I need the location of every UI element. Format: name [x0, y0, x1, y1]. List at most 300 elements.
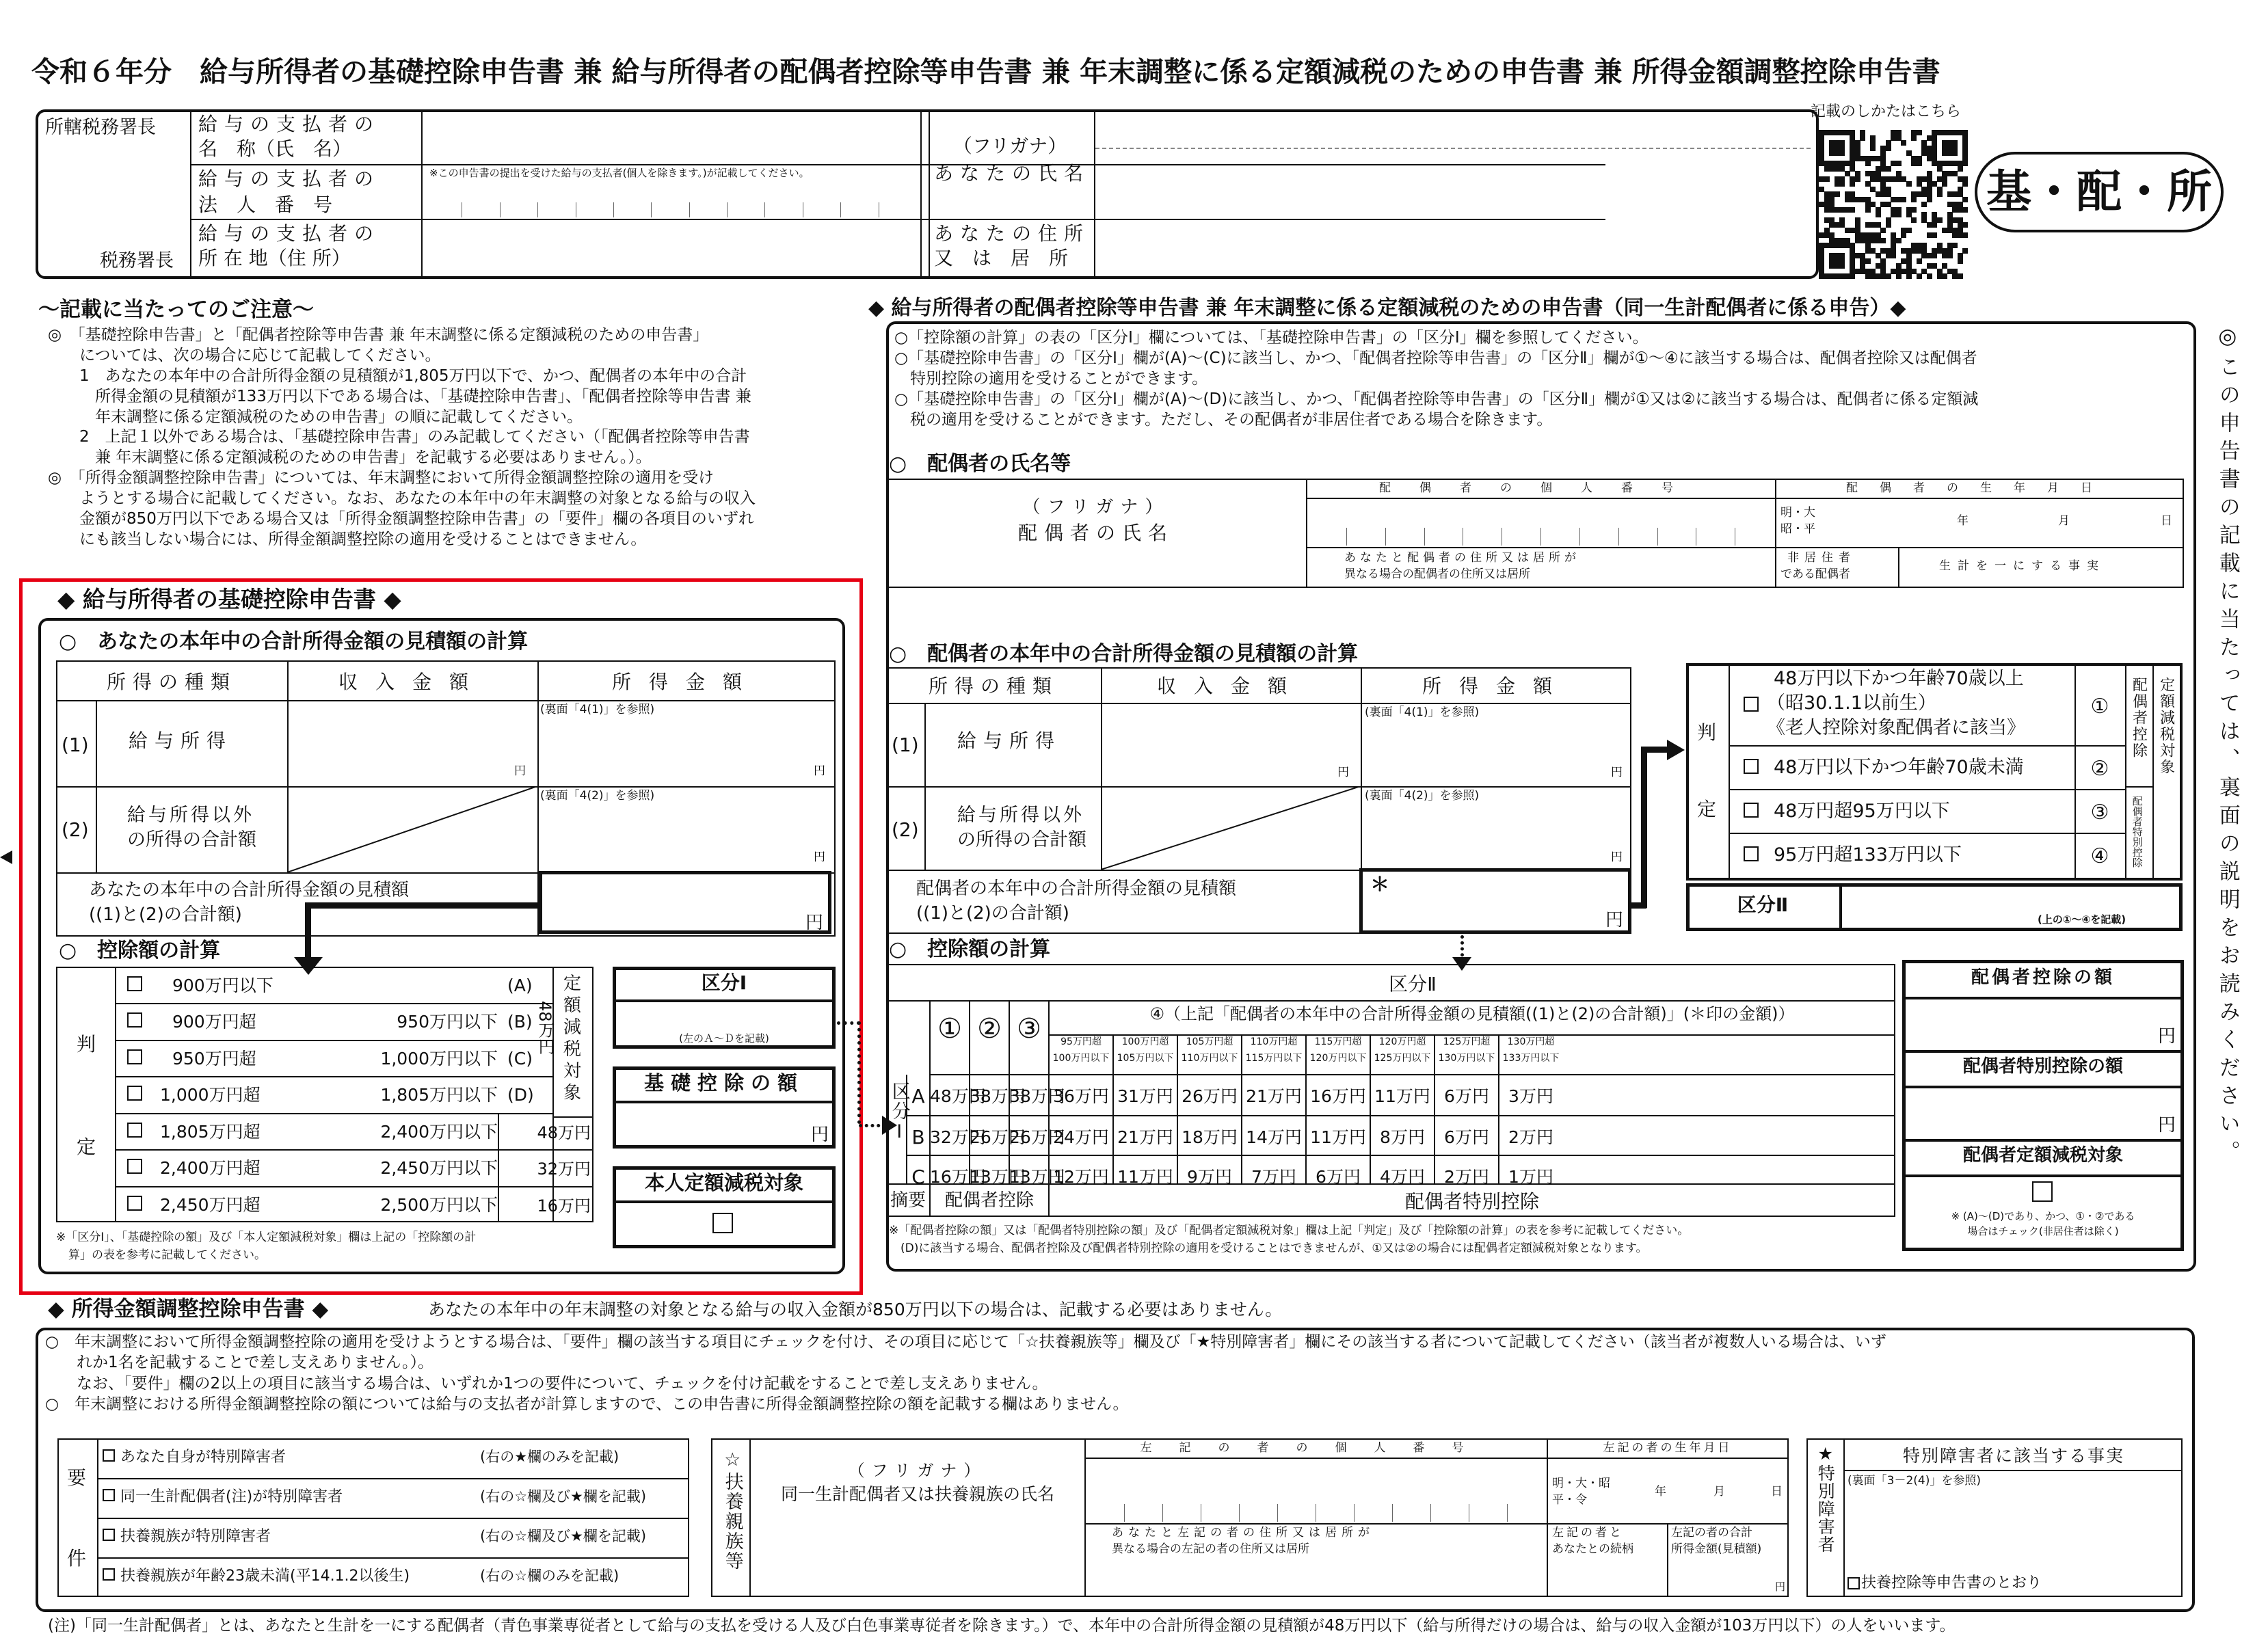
- fuyo-mynumber-field[interactable]: [1086, 1459, 1545, 1522]
- checkbox[interactable]: [1744, 803, 1759, 818]
- qr-module: [1901, 232, 1906, 238]
- haigusha-deduction-heading: ○ 控除額の計算: [889, 937, 1051, 961]
- deduction-value: 21万円: [1246, 1086, 1302, 1106]
- amount2-label: 配偶者特別控除の額: [1962, 1056, 2123, 1077]
- kiso-amount-label: 基礎控除の額: [643, 1071, 804, 1095]
- chosei-heading-note: あなたの本年中の年末調整の対象となる給与の収入金額が850万円以下の場合は、記載する必要はありません。: [428, 1300, 1283, 1319]
- qr-module: [1880, 238, 1886, 243]
- h-total-field[interactable]: [1359, 868, 1631, 934]
- deduction-value: 11万円: [1374, 1086, 1430, 1106]
- yoken-row[interactable]: [97, 1557, 689, 1597]
- honnin-checkbox[interactable]: [712, 1213, 733, 1233]
- qr-module: [1901, 140, 1906, 146]
- yen-unit: 円: [1605, 910, 1624, 930]
- yen-unit: 円: [1611, 850, 1623, 864]
- payer-name-label-2: 名 称（氏 名）: [198, 137, 352, 160]
- amount3-note-1: ※ (A)～(D)であり、かつ、①・②である: [1951, 1210, 2135, 1222]
- qr-module: [1942, 273, 1947, 279]
- chosei-note-line: れか1名を記載することで差し支えありません。）。: [45, 1354, 434, 1372]
- notes-line: ◎ 「所得金額調整控除申告書」については、年末調整において所得金額調整控除の適用を受け: [48, 469, 715, 487]
- era-label-2: 昭・平: [1780, 522, 1815, 536]
- checkbox[interactable]: [103, 1529, 115, 1541]
- day-label: 日: [2161, 514, 2172, 528]
- kiso-deduction-heading: ○ 控除額の計算: [59, 939, 221, 963]
- qr-module: [1855, 176, 1860, 182]
- kubun2-field[interactable]: [1845, 887, 2178, 911]
- qr-module: [1958, 166, 1963, 172]
- range-code: (C): [507, 1048, 533, 1069]
- range-to: 130万円以下: [1438, 1053, 1495, 1064]
- furigana-label: （フリガナ）: [952, 135, 1067, 157]
- haigusha-note-line: ○「基礎控除申告書」の「区分Ⅰ」欄が(A)～(D)に該当し、かつ、「配偶者控除等申告書」の「区分Ⅱ」欄が①又は②に該当する場合は、配偶者に係る定額減: [894, 390, 1979, 408]
- qr-module: [1927, 197, 1932, 202]
- tokubetsu-check-label: 扶養控除等申告書のとおり: [1861, 1574, 2042, 1592]
- deduction-value: 32万円: [930, 1127, 986, 1147]
- hantei-text: （昭30.1.1以前生）: [1767, 693, 1936, 714]
- kiso-row[interactable]: [115, 967, 552, 1003]
- checkbox[interactable]: [1744, 759, 1759, 774]
- kiso-row2-shotoku[interactable]: [540, 804, 833, 870]
- kiso-row1-shotoku[interactable]: [540, 718, 833, 783]
- col-divider: [498, 1113, 499, 1222]
- range-to: 105万円以下: [1117, 1053, 1174, 1064]
- digit-divider: [613, 202, 614, 217]
- range-code: (A): [507, 976, 533, 995]
- amount1-label: 配偶者控除の額: [1971, 967, 2115, 988]
- qr-module: [1962, 207, 1968, 213]
- qr-module: [1850, 207, 1855, 213]
- chosei-note-line: なお、「要件」欄の2以上の項目に該当する場合は、いずれか1つの要件について、チェックを付け記載をすることで差し支えありません。: [45, 1374, 1048, 1393]
- yoken-item-note: (右の☆欄及び★欄を記載): [480, 1528, 647, 1544]
- deduction-value: 13万円: [1009, 1167, 1065, 1187]
- qr-module: [1824, 176, 1830, 182]
- range-from: 110万円超: [1250, 1036, 1298, 1047]
- deduction-value: 14万円: [1246, 1127, 1302, 1147]
- kiso-row[interactable]: [115, 1076, 552, 1112]
- notes-line: については、次の場合に応じて記載してください。: [48, 346, 441, 364]
- col-num: ①: [937, 1013, 962, 1045]
- qr-module: [1876, 212, 1881, 217]
- h-col-shotoku: 所得金額: [1422, 675, 1570, 697]
- kiso-total-field[interactable]: [539, 871, 831, 934]
- kiso-row1-income[interactable]: [290, 703, 535, 783]
- digit-divider: [1579, 528, 1580, 546]
- payer-number-label-1: 給与の支払者の: [198, 167, 381, 190]
- h-row2-label-2: の所得の合計額: [957, 829, 1086, 850]
- tokubetsu-ref: (裏面「3－2(4)」を参照): [1847, 1474, 1981, 1488]
- hantei-text: 95万円超133万円以下: [1774, 844, 1962, 865]
- qr-module: [1911, 135, 1917, 141]
- tei-label: 定: [77, 1136, 96, 1158]
- range-to: 100万円以下: [1052, 1053, 1110, 1064]
- qr-module: [1942, 181, 1947, 187]
- qr-module: [1962, 181, 1968, 187]
- income-label-1: 左記の者の合計: [1671, 1526, 1752, 1540]
- digit-divider: [727, 202, 728, 217]
- qr-module: [1958, 258, 1963, 264]
- range-from: 95万円超: [1060, 1036, 1102, 1047]
- qr-module: [1962, 232, 1968, 238]
- qr-module: [1850, 181, 1855, 187]
- deduction-value: 24万円: [1053, 1127, 1109, 1147]
- qr-module: [1896, 212, 1902, 217]
- digit-divider: [1507, 1504, 1508, 1522]
- kiso-footnote-1: ※「区分Ⅰ」、「基礎控除の額」及び「本人定額減税対象」欄は上記の「控除額の計: [56, 1231, 477, 1244]
- han-label: 判: [77, 1033, 96, 1056]
- qr-module: [1865, 161, 1871, 166]
- range-to: 2,500万円以下: [380, 1194, 498, 1215]
- deduction-value: 26万円: [1182, 1086, 1238, 1106]
- range-to: 1,805万円以下: [380, 1085, 498, 1105]
- hantei-no: ④: [2090, 844, 2109, 868]
- deduction-value: 16万円: [1310, 1086, 1366, 1106]
- qr-module: [1917, 258, 1922, 264]
- qr-module: [1962, 197, 1968, 202]
- qr-module: [1932, 222, 1937, 228]
- kubun1-label: 区分Ⅰ: [701, 971, 747, 994]
- range-to: 125万円以下: [1374, 1053, 1431, 1064]
- checkbox[interactable]: [127, 1123, 142, 1138]
- deduction-value: 18万円: [1182, 1127, 1238, 1147]
- qr-code-icon[interactable]: [1819, 130, 1968, 279]
- kiso-row[interactable]: [115, 1186, 591, 1222]
- digit-divider: [1239, 1504, 1240, 1522]
- kubun1-field[interactable]: [618, 1004, 830, 1034]
- relation-label-1: 左記の者と: [1552, 1526, 1624, 1540]
- tokubetsu-vlabel-2: ★特別障害者: [1815, 1444, 1836, 1553]
- h-col-income: 収入金額: [1156, 675, 1305, 697]
- fuyo-address-label-2: 異なる場合の左記の者の住所又は居所: [1112, 1542, 1309, 1556]
- checkbox[interactable]: [1744, 697, 1759, 712]
- chosei-notes: [45, 1332, 2192, 1414]
- range-to: 120万円以下: [1309, 1053, 1367, 1064]
- tokubetsu-vlabel: 配偶者特別控除: [2131, 796, 2144, 868]
- kiso-col-income: 収入金額: [338, 671, 486, 693]
- hantei-text: 48万円超95万円以下: [1774, 801, 1950, 822]
- deduction-value: 1万円: [1508, 1167, 1553, 1187]
- checkbox[interactable]: [103, 1568, 115, 1581]
- kiso-total-label-2: ((1)と(2)の合計額): [89, 904, 242, 925]
- yoken-row[interactable]: [97, 1518, 689, 1557]
- range-to: 133万円以下: [1502, 1053, 1560, 1064]
- era-label-2: 平・令: [1552, 1493, 1587, 1507]
- yoken-label-2: 件: [67, 1547, 87, 1570]
- haigusha-address-label-1: あなたと配偶者の住所又は居所が: [1344, 551, 1580, 565]
- checkbox[interactable]: [127, 1049, 142, 1064]
- qr-module: [1911, 217, 1917, 223]
- kiso-amount-field[interactable]: [618, 1105, 830, 1144]
- amount1-field[interactable]: [1908, 1001, 2178, 1046]
- hantei-row[interactable]: [1729, 664, 2125, 745]
- range-from: 950万円超: [172, 1048, 256, 1069]
- tokubetsu-fact: 特別障害者に該当する事実: [1902, 1446, 2124, 1466]
- amount2-field[interactable]: [1908, 1090, 2178, 1135]
- qr-module: [1896, 273, 1902, 279]
- qr-module: [1865, 207, 1871, 213]
- kiso-row2-label-1: 給与所得以外: [127, 805, 254, 826]
- notes-heading: ～記載に当たってのご注意～: [38, 297, 314, 322]
- checkbox[interactable]: [1744, 846, 1759, 861]
- range-from: 120万円超: [1378, 1036, 1426, 1047]
- amount3-note-2: 場合はチェック(非居住者は除く): [1967, 1225, 2119, 1237]
- payer-number-label-2: 法 人 番 号: [198, 193, 333, 216]
- haigusha-mynumber-label: 配偶者の個人番号: [1379, 481, 1702, 495]
- month-label: 月: [1713, 1485, 1725, 1499]
- nonres-label-2: である配偶者: [1780, 567, 1850, 581]
- haigusha-name-heading: ○ 配偶者の氏名等: [889, 452, 1071, 476]
- qr-module: [1865, 258, 1871, 264]
- hantei-text: 48万円以下かつ年齢70歳未満: [1774, 757, 2024, 778]
- kubun1-note: (左のＡ～Ｄを記載): [679, 1032, 769, 1045]
- payer-number-field[interactable]: [424, 186, 916, 217]
- deduction-value: 38万円: [1009, 1086, 1065, 1106]
- office-suffix: 税務署長: [100, 250, 174, 271]
- range-code: (D): [507, 1085, 534, 1105]
- kihai-badge: [1975, 152, 2224, 232]
- yen-unit: 円: [2158, 1115, 2176, 1136]
- yen-unit: 円: [514, 764, 526, 778]
- yen-unit: 円: [805, 913, 824, 933]
- digit-divider: [1657, 528, 1658, 546]
- qr-module: [1921, 202, 1927, 207]
- chosei-note-line: ○ 年末調整において所得金額調整控除の適用を受けようとする場合は、「要件」欄の該当する項目にチェックを付け、その項目に応じて「☆扶養親族等」欄及び「★特別障害者」欄にその該当する者について記載してください（該当者が複数人いる場合は、いず: [45, 1333, 1886, 1351]
- h-row1-income[interactable]: [1104, 706, 1358, 783]
- hantei-text: 48万円以下かつ年齢70歳以上: [1774, 668, 2024, 689]
- haigusha-footnote-1: ※「配偶者控除の額」又は「配偶者特別控除の額」及び「配偶者定額減税対象」欄は上記「判定」及び「控除額の計算」の表を参考に記載してください。: [889, 1224, 1690, 1237]
- digit-divider: [651, 202, 652, 217]
- qr-module: [1901, 197, 1906, 202]
- qr-module: [1880, 228, 1886, 233]
- qr-module: [1906, 228, 1912, 233]
- payer-address-field[interactable]: [424, 221, 916, 276]
- qr-module: [1870, 146, 1876, 151]
- deduction-value: 48万円: [930, 1086, 986, 1106]
- h-col-type: 所得の種類: [928, 675, 1058, 697]
- kiso-row1-label: 給与所得: [129, 729, 233, 752]
- checkbox[interactable]: [127, 1086, 142, 1101]
- checkbox[interactable]: [127, 976, 142, 991]
- qr-module: [1839, 150, 1845, 156]
- deduction-value: 2万円: [1444, 1167, 1489, 1187]
- range-from: 900万円超: [172, 1012, 256, 1032]
- qr-module: [1891, 253, 1896, 258]
- qr-module: [1932, 232, 1937, 238]
- checkbox[interactable]: [1847, 1577, 1860, 1589]
- range-from: 130万円超: [1507, 1036, 1555, 1047]
- office-label: 所轄税務署長: [45, 117, 156, 138]
- digit-divider: [1424, 528, 1425, 546]
- hantei-row[interactable]: [1729, 789, 2125, 833]
- kubun2-note: (上の①～④を記載): [2038, 913, 2126, 926]
- side-note: ◎この申告書の記載に当たっては、裏面の説明をお読みください。: [2215, 324, 2240, 1168]
- deduction-value: 8万円: [1380, 1127, 1425, 1147]
- kiso-row2-ref: (裏面「4(2)」を参照): [540, 789, 655, 803]
- badge-text: 基・配・所: [1986, 165, 2212, 218]
- haigusha-notes: [894, 328, 2193, 430]
- col-num: ③: [1017, 1013, 1041, 1045]
- haigusha-name-label: 配偶者の氏名: [1017, 522, 1174, 544]
- digit-divider: [1618, 528, 1619, 546]
- range-to: 1,000万円以下: [380, 1048, 498, 1069]
- honnin-label: 本人定額減税対象: [644, 1171, 803, 1194]
- fuyo-mynumber-label: 左記の者の個人番号: [1140, 1441, 1491, 1455]
- yoken-item-note: (右の☆欄のみを記載): [480, 1568, 619, 1584]
- deduction-value: 11万円: [1310, 1127, 1366, 1147]
- range-from: 115万円超: [1314, 1036, 1362, 1047]
- tokubetsu-check[interactable]: [1847, 1574, 2042, 1593]
- hantei-row[interactable]: [1729, 745, 2125, 789]
- haigusha-footnote-2: (D)に該当する場合、配偶者控除及び配偶者特別控除の適用を受けることはできませんが、①又は②の場合には配偶者定額減税対象となります。: [889, 1241, 1648, 1255]
- kiso-footnote-2: 算」の表を参考に記載してください。: [68, 1248, 266, 1262]
- qr-module: [1962, 248, 1968, 254]
- kubun-code: C: [911, 1166, 925, 1188]
- deduction-value: 9万円: [1187, 1167, 1232, 1187]
- notes-list: [48, 325, 855, 550]
- notes-line: 所得金額の見積額が133万円以下である場合は、「基礎控除申告書」、「配偶者控除等申告書 兼: [48, 387, 751, 405]
- payer-name-field[interactable]: [424, 113, 916, 161]
- qr-module: [1911, 207, 1917, 213]
- yoken-item-note: (右の☆欄及び★欄を記載): [480, 1488, 647, 1505]
- right-arrow-icon: [1667, 740, 1685, 760]
- range-from: 105万円超: [1186, 1036, 1233, 1047]
- h-row2-label-1: 給与所得以外: [957, 805, 1084, 826]
- haigusha-note-line: 特別控除の適用を受けることができます。: [894, 369, 1208, 388]
- deduction-value: 21万円: [1117, 1127, 1173, 1147]
- kiso-col-shotoku: 所得金額: [611, 671, 760, 693]
- teigaku-vlabel: 定額減税対象: [2157, 677, 2175, 775]
- era-label-1: 明・大・昭: [1552, 1477, 1610, 1490]
- checkbox[interactable]: [127, 1196, 142, 1211]
- amount3-label: 配偶者定額減税対象: [1962, 1145, 2123, 1166]
- digit-divider: [1392, 1504, 1393, 1522]
- checkbox[interactable]: [127, 1012, 142, 1028]
- fuyo-birth-label: 左記の者の生年月日: [1603, 1441, 1733, 1455]
- range-to: 110万円以下: [1181, 1053, 1238, 1064]
- checkbox[interactable]: [103, 1449, 115, 1462]
- yoken-item-label: 扶養親族が年齢23歳未満(平14.1.2以後生): [120, 1568, 410, 1585]
- col4-head: ④（上記「配偶者の本年中の合計所得金額の見積額((1)と(2)の合計額)」(＊印の金額)）: [1149, 1004, 1795, 1023]
- kiso-row1-ref: (裏面「4(1)」を参照): [540, 703, 655, 716]
- your-address-field[interactable]: [1097, 221, 1808, 276]
- deduction-value: 6万円: [1444, 1127, 1489, 1147]
- deduction-value: 13万円: [970, 1167, 1026, 1187]
- kiso-total-label-1: あなたの本年中の合計所得金額の見積額: [89, 880, 410, 900]
- digit-divider: [764, 202, 765, 217]
- hantei-text: 《老人控除対象配偶者に該当》: [1767, 717, 2025, 738]
- payer-address-label-1: 給与の支払者の: [198, 222, 381, 245]
- haigusha-calc-heading: ○ 配偶者の本年中の合計所得金額の見積額の計算: [889, 642, 1359, 666]
- checkbox[interactable]: [127, 1159, 142, 1174]
- kiso-row[interactable]: [115, 1149, 591, 1185]
- kubun1-vlabel: 区分Ⅰ: [888, 1082, 910, 1144]
- qr-module: [1886, 273, 1891, 279]
- range-to: 950万円以下: [397, 1012, 498, 1032]
- deduction-value: 11万円: [1117, 1167, 1173, 1187]
- h-row1-ref: (裏面「4(1)」を参照): [1365, 706, 1480, 719]
- seikei-label: 生計を一にする事実: [1939, 559, 2105, 573]
- hantei-row[interactable]: [1729, 833, 2125, 876]
- income-label-2: 所得金額(見積額): [1671, 1542, 1762, 1556]
- haigusha-heading: ◆ 給与所得者の配偶者控除等申告書 兼 年末調整に係る定額減税のための申告書（同一生計配偶者に係る申告）◆: [868, 296, 1906, 320]
- qr-module: [1927, 273, 1932, 279]
- digit-divider: [1346, 528, 1347, 546]
- table-kubun2: 区分Ⅱ: [1389, 973, 1437, 995]
- payer-number-note: ※この申告書の提出を受けた給与の支払者(個人を除きます。)が記載してください。: [429, 167, 810, 179]
- haigusha-mynumber-field[interactable]: [1307, 499, 1774, 546]
- your-name-field[interactable]: [1097, 150, 1808, 216]
- qr-module: [1952, 243, 1958, 248]
- yen-unit: 円: [814, 764, 825, 778]
- tekiyo-label: 摘要: [890, 1190, 926, 1211]
- digit-divider: [689, 202, 690, 217]
- kiso-row[interactable]: [115, 1040, 552, 1076]
- range-code: (B): [507, 1012, 533, 1032]
- notes-line: 金額が850万円以下である場合又は「所得金額調整控除申告書」の「要件」欄の各項目のいずれ: [48, 510, 754, 528]
- deduction-value: 38万円: [970, 1086, 1026, 1106]
- yoken-item-label: あなた自身が特別障害者: [120, 1449, 286, 1466]
- digit-divider: [1430, 1504, 1431, 1522]
- range-from: 1,000万円超: [160, 1085, 261, 1105]
- qr-module: [1896, 161, 1902, 166]
- qr-module: [1886, 222, 1891, 228]
- deduction-value: 4万円: [1380, 1167, 1425, 1187]
- yoken-row[interactable]: [97, 1478, 689, 1518]
- deduction-amount: 16万円: [537, 1196, 591, 1216]
- fuyo-vlabel: ☆扶養親族等: [721, 1449, 743, 1571]
- qr-module: [1850, 273, 1855, 279]
- h-row2-no: (2): [892, 818, 919, 841]
- kiso-row2-no: (2): [62, 818, 89, 841]
- kubun-code: A: [911, 1085, 925, 1107]
- qr-module: [1835, 191, 1840, 197]
- notes-line: 1 あなたの本年中の合計所得金額の見積額が1,805万円以下で、かつ、配偶者の本年中の合計: [48, 366, 747, 385]
- qr-module: [1906, 273, 1912, 279]
- h-row2-ref: (裏面「4(2)」を参照): [1365, 789, 1480, 803]
- digit-divider: [1540, 528, 1541, 546]
- nonres-label-1: 非居住者: [1787, 551, 1856, 565]
- chosei-note-line: ○ 年末調整における所得金額調整控除の額については給与の支払者が計算しますので、この申告書に所得金額調整控除の額を記載する欄はありません。: [45, 1395, 1129, 1414]
- digit-divider: [1162, 1504, 1163, 1522]
- checkbox[interactable]: [103, 1489, 115, 1501]
- yoken-label-1: 要: [67, 1466, 87, 1489]
- h-row1-label: 給与所得: [957, 729, 1062, 752]
- era-label-1: 明・大: [1780, 506, 1815, 520]
- haigusha-kojo-vlabel: 配偶者控除: [2130, 677, 2148, 759]
- range-from: 900万円以下: [172, 976, 274, 995]
- range-from: 100万円超: [1121, 1036, 1169, 1047]
- yoken-row[interactable]: [97, 1438, 689, 1478]
- qr-module: [1886, 146, 1891, 151]
- amount3-checkbox[interactable]: [2032, 1181, 2053, 1202]
- qr-module: [1917, 130, 1922, 135]
- yen-unit: 円: [814, 850, 825, 864]
- deduction-value: 7万円: [1251, 1167, 1296, 1187]
- kiso-heading: ◆ 給与所得者の基礎控除申告書 ◆: [57, 586, 401, 613]
- range-from: 2,450万円超: [160, 1194, 261, 1215]
- tekiyo-1: 配偶者控除: [944, 1190, 1034, 1211]
- payer-name-label-1: 給与の支払者の: [198, 113, 381, 135]
- deduction-value: 6万円: [1316, 1167, 1361, 1187]
- fuyo-name-label: 同一生計配偶者又は扶養親族の氏名: [780, 1484, 1054, 1504]
- kiso-row[interactable]: [115, 1113, 591, 1149]
- qr-module: [1906, 181, 1912, 187]
- qr-module: [1839, 263, 1845, 269]
- digit-divider: [1277, 1504, 1278, 1522]
- year-label: 年: [1655, 1485, 1666, 1499]
- haigusha-note-line: ○「控除額の計算」の表の「区分Ⅰ」欄については、「基礎控除申告書」の「区分Ⅰ」欄を参照してください。: [894, 329, 1649, 347]
- qr-module: [1958, 273, 1963, 279]
- kiso-row[interactable]: [115, 1003, 552, 1039]
